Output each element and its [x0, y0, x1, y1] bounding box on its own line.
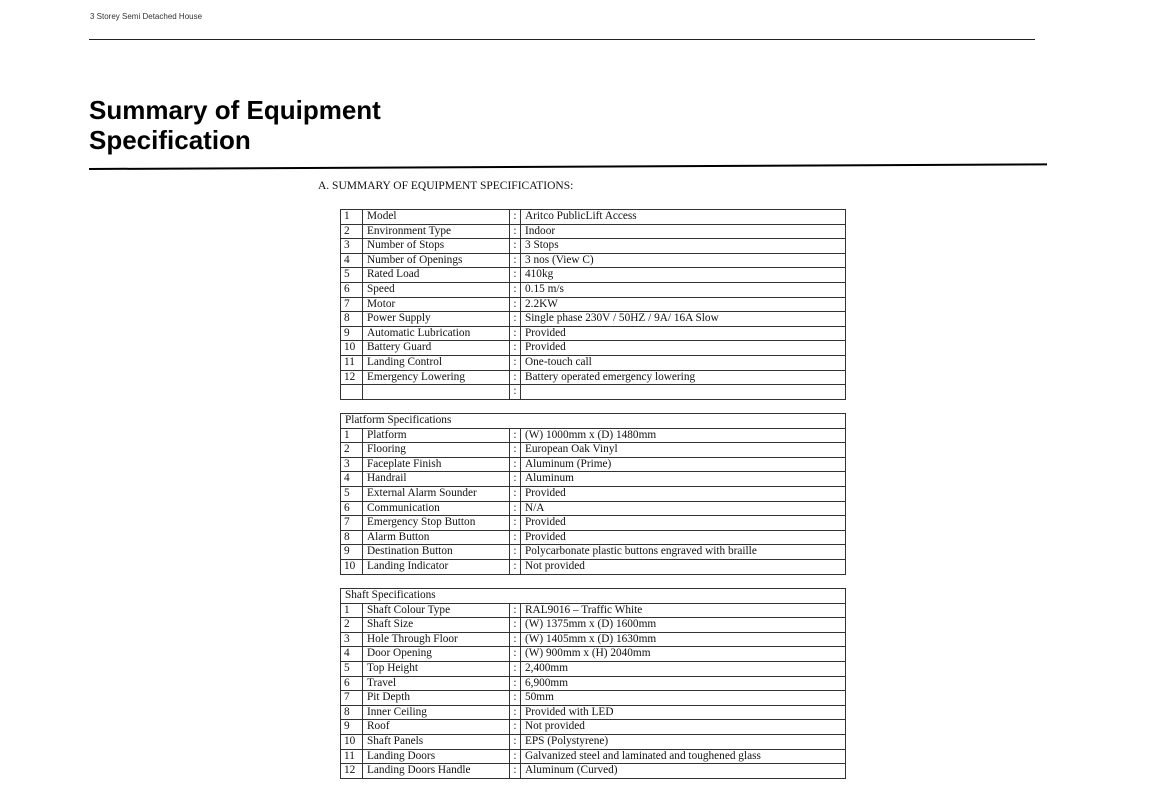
spec-label: Communication: [363, 501, 510, 516]
section-title: Shaft Specifications: [341, 589, 846, 604]
spec-row: [341, 545, 846, 560]
spec-row: [341, 297, 846, 312]
spec-label: Battery Guard: [363, 341, 510, 356]
spec-value: Aluminum (Prime): [521, 457, 846, 472]
header-divider: [89, 39, 1035, 40]
spec-value: Not provided: [521, 559, 846, 574]
spec-separator: :: [510, 618, 521, 633]
spec-row: [341, 530, 846, 545]
spec-row: [341, 516, 846, 531]
spec-label: Flooring: [363, 443, 510, 458]
spec-number: 3: [341, 632, 363, 647]
spec-label: Number of Stops: [363, 239, 510, 254]
spec-number: 6: [341, 501, 363, 516]
spec-label: Landing Control: [363, 355, 510, 370]
spec-separator: :: [510, 501, 521, 516]
spec-row: [341, 501, 846, 516]
spec-label: Emergency Stop Button: [363, 516, 510, 531]
section-title-row: [341, 589, 846, 604]
spec-row: [341, 457, 846, 472]
spec-number: 1: [341, 603, 363, 618]
spec-label: Model: [363, 210, 510, 225]
spec-separator: :: [510, 370, 521, 385]
platform-spec-table: [340, 413, 846, 575]
spec-label: Alarm Button: [363, 530, 510, 545]
spec-value: Provided: [521, 530, 846, 545]
spec-number: 2: [341, 443, 363, 458]
spec-value: 6,900mm: [521, 676, 846, 691]
spec-separator: :: [510, 224, 521, 239]
spec-number: 12: [341, 764, 363, 779]
spec-separator: :: [510, 472, 521, 487]
spec-number: 6: [341, 282, 363, 297]
spec-row: [341, 268, 846, 283]
spec-number: 2: [341, 224, 363, 239]
spec-number: 10: [341, 559, 363, 574]
spec-row: [341, 326, 846, 341]
spec-label: Landing Doors Handle: [363, 764, 510, 779]
spec-value: 410kg: [521, 268, 846, 283]
spec-number: 8: [341, 705, 363, 720]
spec-value: Provided: [521, 516, 846, 531]
spec-label: Pit Depth: [363, 691, 510, 706]
spec-separator: :: [510, 282, 521, 297]
spec-value: N/A: [521, 501, 846, 516]
spec-separator: :: [510, 312, 521, 327]
document-heading: A. SUMMARY OF EQUIPMENT SPECIFICATIONS:: [318, 180, 574, 192]
spec-number: 7: [341, 297, 363, 312]
running-header: 3 Storey Semi Detached House: [90, 12, 203, 21]
spec-number: 4: [341, 647, 363, 662]
spec-label: Destination Button: [363, 545, 510, 560]
spec-value: Provided: [521, 341, 846, 356]
spec-row: [341, 764, 846, 779]
spec-row: [341, 691, 846, 706]
spec-separator: :: [510, 691, 521, 706]
spec-number: 7: [341, 516, 363, 531]
spec-separator: :: [510, 239, 521, 254]
spec-label: Faceplate Finish: [363, 457, 510, 472]
spec-label: Rated Load: [363, 268, 510, 283]
spec-row: [341, 603, 846, 618]
spec-number: 11: [341, 749, 363, 764]
spec-number: 1: [341, 210, 363, 225]
spec-label: Handrail: [363, 472, 510, 487]
spec-separator: :: [510, 632, 521, 647]
spec-separator: :: [510, 341, 521, 356]
spec-number: [341, 385, 363, 400]
spec-separator: :: [510, 705, 521, 720]
spec-row: [341, 370, 846, 385]
spec-label: [363, 385, 510, 400]
spec-label: Landing Indicator: [363, 559, 510, 574]
spec-value: Battery operated emergency lowering: [521, 370, 846, 385]
spec-value: Provided: [521, 326, 846, 341]
spec-number: 3: [341, 457, 363, 472]
spec-row: [341, 253, 846, 268]
spec-number: 10: [341, 734, 363, 749]
spec-number: 4: [341, 253, 363, 268]
spec-separator: :: [510, 734, 521, 749]
spec-value: [521, 385, 846, 400]
spec-label: Shaft Colour Type: [363, 603, 510, 618]
spec-row: [341, 312, 846, 327]
spec-label: Shaft Size: [363, 618, 510, 633]
title-divider: [89, 163, 1047, 170]
spec-number: 7: [341, 691, 363, 706]
spec-row: [341, 661, 846, 676]
spec-row: [341, 472, 846, 487]
spec-value: 3 Stops: [521, 239, 846, 254]
spec-value: (W) 1405mm x (D) 1630mm: [521, 632, 846, 647]
spec-row: [341, 443, 846, 458]
spec-value: 2,400mm: [521, 661, 846, 676]
spec-number: 5: [341, 268, 363, 283]
spec-row: [341, 618, 846, 633]
spec-number: 3: [341, 239, 363, 254]
spec-number: 9: [341, 720, 363, 735]
spec-label: Motor: [363, 297, 510, 312]
spec-value: (W) 1375mm x (D) 1600mm: [521, 618, 846, 633]
spec-separator: :: [510, 530, 521, 545]
spec-label: Door Opening: [363, 647, 510, 662]
spec-separator: :: [510, 355, 521, 370]
spec-label: Travel: [363, 676, 510, 691]
spec-separator: :: [510, 559, 521, 574]
spec-value: 3 nos (View C): [521, 253, 846, 268]
spec-value: EPS (Polystyrene): [521, 734, 846, 749]
spec-row: [341, 385, 846, 400]
spec-row: [341, 559, 846, 574]
spec-row: [341, 676, 846, 691]
spec-label: Emergency Lowering: [363, 370, 510, 385]
spec-label: External Alarm Sounder: [363, 486, 510, 501]
spec-separator: :: [510, 443, 521, 458]
spec-value: Aritco PublicLift Access: [521, 210, 846, 225]
spec-number: 6: [341, 676, 363, 691]
spec-row: [341, 647, 846, 662]
spec-label: Shaft Panels: [363, 734, 510, 749]
spec-label: Landing Doors: [363, 749, 510, 764]
spec-separator: :: [510, 661, 521, 676]
spec-value: RAL9016 – Traffic White: [521, 603, 846, 618]
spec-row: [341, 239, 846, 254]
spec-row: [341, 341, 846, 356]
spec-label: Speed: [363, 282, 510, 297]
spec-value: 50mm: [521, 691, 846, 706]
spec-separator: :: [510, 720, 521, 735]
spec-value: 2.2KW: [521, 297, 846, 312]
spec-separator: :: [510, 603, 521, 618]
spec-row: [341, 282, 846, 297]
spec-separator: :: [510, 268, 521, 283]
spec-value: Provided with LED: [521, 705, 846, 720]
spec-value: European Oak Vinyl: [521, 443, 846, 458]
spec-label: Inner Ceiling: [363, 705, 510, 720]
spec-separator: :: [510, 253, 521, 268]
spec-separator: :: [510, 210, 521, 225]
spec-separator: :: [510, 297, 521, 312]
spec-label: Number of Openings: [363, 253, 510, 268]
spec-row: [341, 720, 846, 735]
spec-value: (W) 900mm x (H) 2040mm: [521, 647, 846, 662]
spec-number: 8: [341, 312, 363, 327]
spec-label: Power Supply: [363, 312, 510, 327]
spec-row: [341, 749, 846, 764]
spec-value: Polycarbonate plastic buttons engraved with braille: [521, 545, 846, 560]
spec-row: [341, 705, 846, 720]
spec-separator: :: [510, 545, 521, 560]
spec-row: [341, 224, 846, 239]
spec-row: [341, 734, 846, 749]
spec-separator: :: [510, 516, 521, 531]
spec-number: 2: [341, 618, 363, 633]
spec-separator: :: [510, 764, 521, 779]
spec-number: 10: [341, 341, 363, 356]
spec-value: Provided: [521, 486, 846, 501]
page-title: [89, 95, 381, 155]
spec-value: Single phase 230V / 50HZ / 9A/ 16A Slow: [521, 312, 846, 327]
spec-number: 1: [341, 428, 363, 443]
spec-number: 8: [341, 530, 363, 545]
spec-value: One-touch call: [521, 355, 846, 370]
spec-row: [341, 210, 846, 225]
spec-label: Automatic Lubrication: [363, 326, 510, 341]
spec-separator: :: [510, 457, 521, 472]
spec-value: Not provided: [521, 720, 846, 735]
spec-separator: :: [510, 385, 521, 400]
spec-value: Galvanized steel and laminated and toughened glass: [521, 749, 846, 764]
spec-number: 9: [341, 326, 363, 341]
spec-number: 12: [341, 370, 363, 385]
spec-separator: :: [510, 749, 521, 764]
spec-label: Top Height: [363, 661, 510, 676]
spec-value: Indoor: [521, 224, 846, 239]
spec-value: 0.15 m/s: [521, 282, 846, 297]
spec-number: 5: [341, 486, 363, 501]
spec-number: 9: [341, 545, 363, 560]
spec-number: 5: [341, 661, 363, 676]
section-title-row: [341, 414, 846, 429]
shaft-spec-table: [340, 588, 846, 779]
spec-value: Aluminum: [521, 472, 846, 487]
spec-separator: :: [510, 326, 521, 341]
spec-number: 4: [341, 472, 363, 487]
spec-label: Platform: [363, 428, 510, 443]
spec-separator: :: [510, 647, 521, 662]
spec-value: (W) 1000mm x (D) 1480mm: [521, 428, 846, 443]
page-title-line-2: Specification: [89, 125, 251, 155]
spec-row: [341, 632, 846, 647]
spec-separator: :: [510, 486, 521, 501]
spec-label: Roof: [363, 720, 510, 735]
section-title: Platform Specifications: [341, 414, 846, 429]
spec-row: [341, 428, 846, 443]
spec-label: Hole Through Floor: [363, 632, 510, 647]
spec-row: [341, 355, 846, 370]
spec-separator: :: [510, 428, 521, 443]
equipment-spec-table: [340, 209, 846, 400]
spec-value: Aluminum (Curved): [521, 764, 846, 779]
spec-label: Environment Type: [363, 224, 510, 239]
page-title-line-1: Summary of Equipment: [89, 95, 381, 125]
spec-row: [341, 486, 846, 501]
spec-separator: :: [510, 676, 521, 691]
spec-number: 11: [341, 355, 363, 370]
